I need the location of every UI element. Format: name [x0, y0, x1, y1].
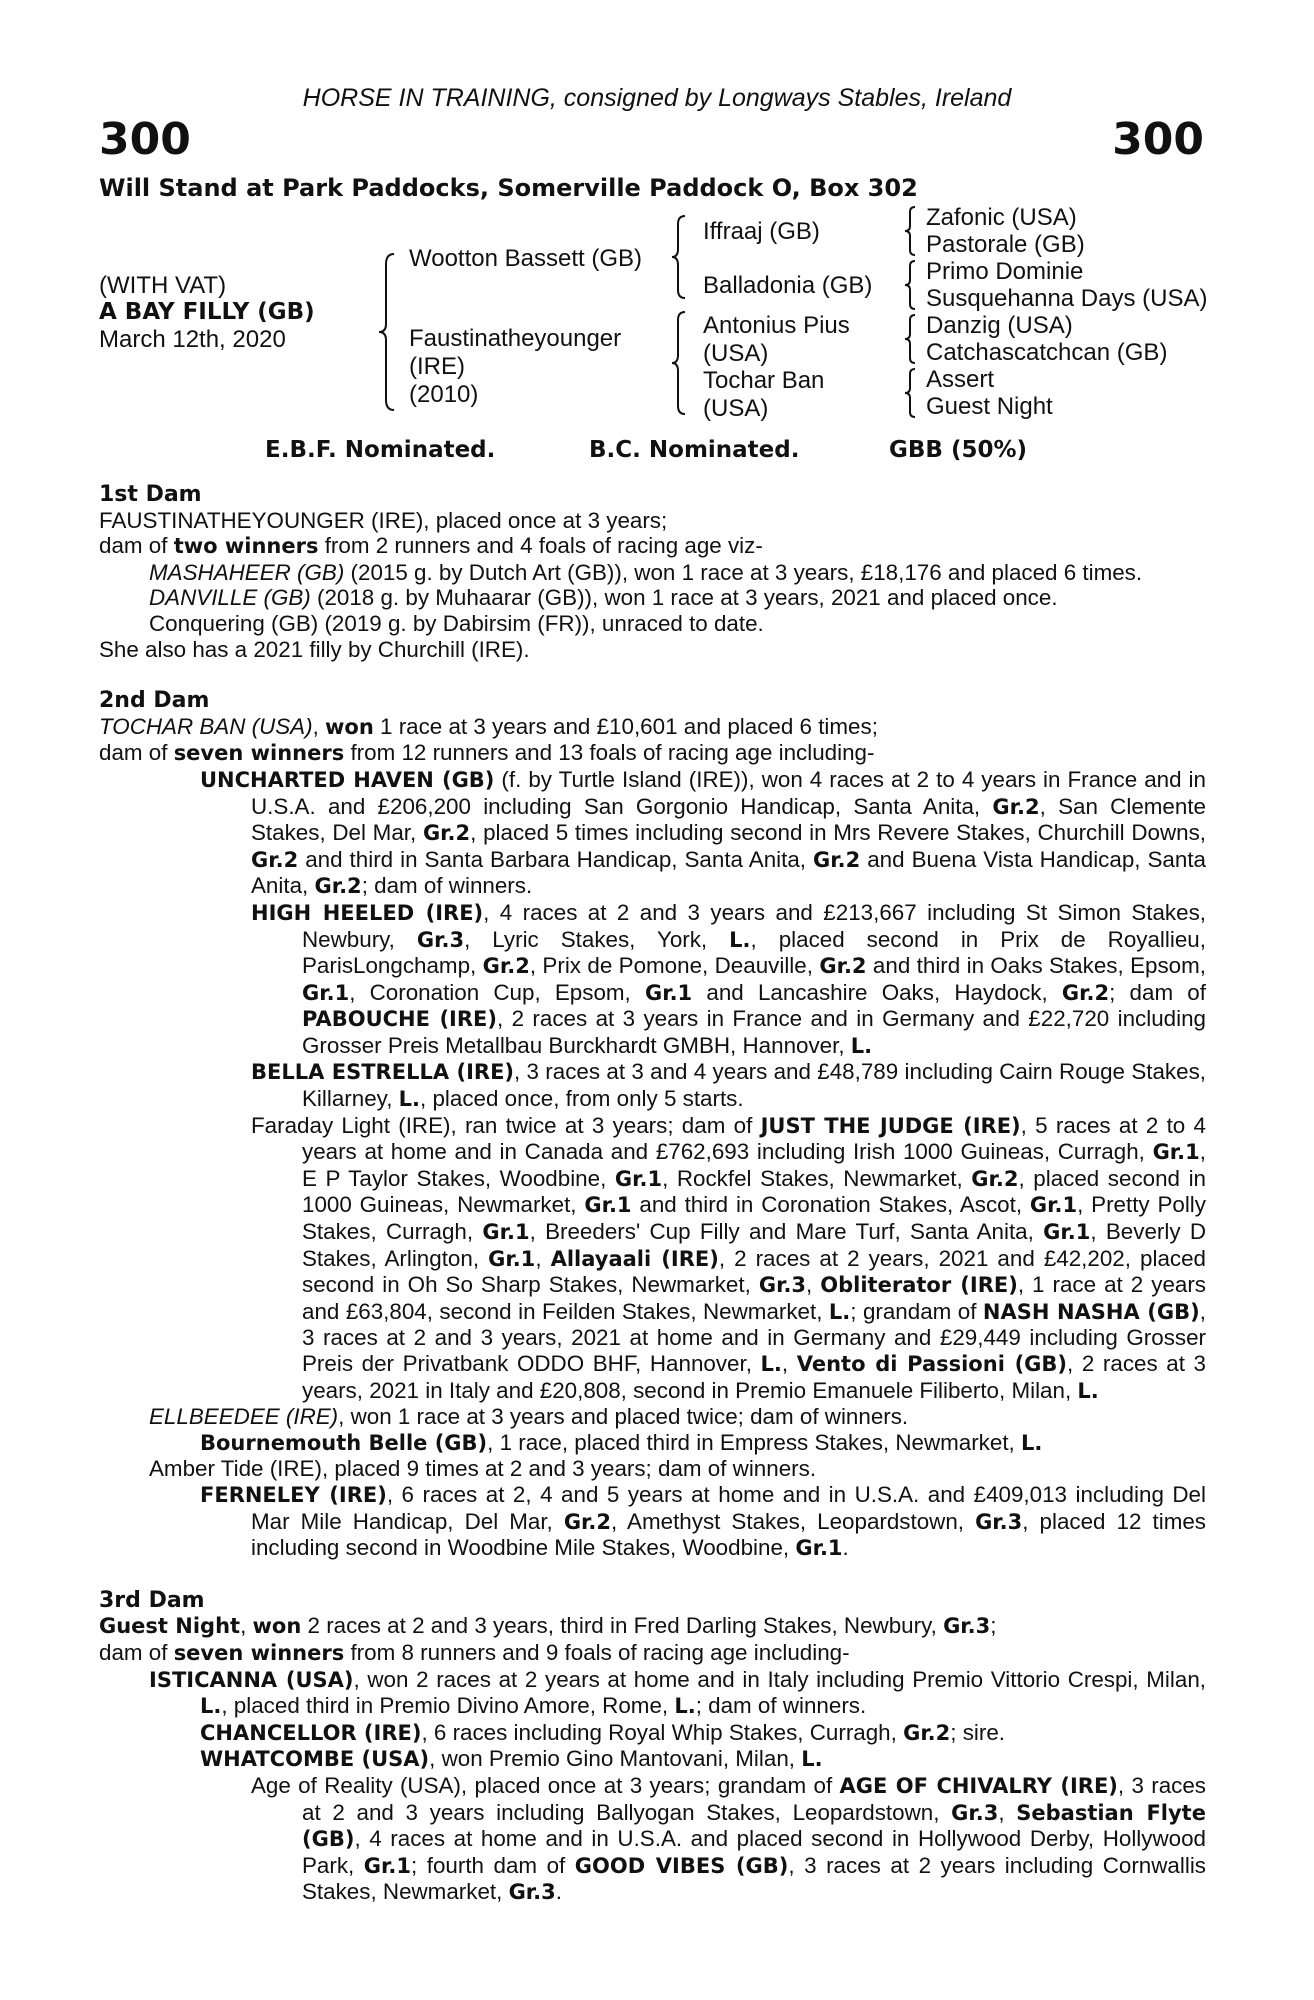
pedigree-brace-sire [669, 214, 691, 300]
dam-name-line1: Faustinatheyounger [409, 325, 622, 352]
pedigree-brace-dd [902, 367, 920, 419]
dam-name-line3: (2010) [409, 381, 479, 408]
dam-dam-line2: (USA) [703, 395, 769, 422]
foaling-date: March 12th, 2020 [99, 326, 286, 353]
entry-chancellor: CHANCELLOR (IRE), 6 races including Royal Whip Stakes, Curragh, Gr.2; sire. [200, 1719, 1006, 1745]
entry-uncharted-haven: UNCHARTED HAVEN (GB) (f. by Turtle Island (IRE)), won 4 races at 2 to 4 years in France and in U.S.A. and £206,200 including San Gorgonio Handicap, Santa Anita, Gr.2, San Clemente Stakes, Del Mar, Gr.2, placed 5 times including second in Mrs Revere Stakes, Churchill Downs, Gr.2 and third in Santa Barbara Handicap, Santa Anita, Gr.2 and Buena Vista Handicap, Santa Anita, Gr.2; dam of winners. [200, 766, 1206, 899]
sire-sire: Iffraaj (GB) [703, 218, 820, 245]
first-dam-produce-summary: dam of two winners from 2 runners and 4 foals of racing age viz- [99, 533, 763, 559]
first-dam-line: FAUSTINATHEYOUNGER (IRE), placed once at 3 years; [99, 507, 668, 533]
catalogue-body [99, 482, 1206, 1906]
dam-name-line2: (IRE) [409, 353, 465, 380]
second-dam-heading: 2nd Dam [99, 688, 210, 714]
pedigree-brace-sd [902, 259, 920, 311]
entry-bella-estrella: BELLA ESTRELLA (IRE), 3 races at 3 and 4 years and £48,789 including Cairn Rouge Stakes, Killarney, L., placed once, from only 5 starts. [251, 1059, 1206, 1112]
bc-nomination: B.C. Nominated. [589, 437, 800, 463]
third-dam-produce-summary: dam of seven winners from 8 runners and 9 foals of racing age including- [99, 1639, 850, 1665]
sire-name: Wootton Bassett (GB) [409, 245, 642, 272]
entry-amber-tide: Amber Tide (IRE), placed 9 times at 2 and 3 years; dam of winners. [149, 1456, 817, 1482]
produce-2021-filly: She also has a 2021 filly by Churchill (IRE). [99, 636, 530, 662]
ancestor-sss: Zafonic (USA) [926, 204, 1077, 231]
entry-ferneley: FERNELEY (IRE), 6 races at 2, 4 and 5 years at home and in U.S.A. and £409,013 including Del Mar Mile Handicap, Del Mar, Gr.2, Amethyst Stakes, Leopardstown, Gr.3, placed 12 times including second in Woodbine Mile Stakes, Woodbine, Gr.1. [200, 1481, 1207, 1561]
entry-age-of-reality: Age of Reality (USA), placed once at 3 years; grandam of AGE OF CHIVALRY (IRE), 3 races at 2 and 3 years including Ballyogan Stakes, Leopardstown, Gr.3, Sebastian Flyte (GB), 4 races at home and in U.S.A. and placed second in Hollywood Derby, Hollywood Park, Gr.1; fourth dam of GOOD VIBES (GB), 3 races at 2 years including Cornwallis Stakes, Newmarket, Gr.3. [251, 1772, 1206, 1905]
vat-label: (WITH VAT) [99, 272, 227, 299]
sire-dam: Balladonia (GB) [703, 272, 873, 299]
ancestor-dds: Assert [926, 366, 995, 393]
horse-name: A BAY FILLY (GB) [99, 299, 315, 325]
ancestor-dss: Danzig (USA) [926, 312, 1073, 339]
second-dam-produce-summary: dam of seven winners from 12 runners and 13 foals of racing age including- [99, 740, 875, 766]
first-dam-heading: 1st Dam [99, 482, 202, 507]
stand-location: Will Stand at Park Paddocks, Somerville Paddock O, Box 302 [99, 174, 918, 202]
page-header: HORSE IN TRAINING, consigned by Longways Stables, Ireland [302, 84, 1012, 112]
entry-isticanna: ISTICANNA (USA), won 2 races at 2 years at home and in Italy including Premio Vittorio Crespi, Milan, L., placed third in Premio Divino Amore, Rome, L.; dam of winners. [149, 1666, 1206, 1719]
produce-conquering: Conquering (GB) (2019 g. by Dabirsim (FR)), unraced to date. [149, 610, 764, 636]
third-dam-line: Guest Night, won 2 races at 2 and 3 years, third in Fred Darling Stakes, Newbury, Gr.3; [99, 1613, 997, 1639]
dam-dam-line1: Tochar Ban [703, 367, 825, 394]
dam-sire-line1: Antonius Pius [703, 312, 850, 339]
entry-faraday-light: Faraday Light (IRE), ran twice at 3 years; dam of JUST THE JUDGE (IRE), 5 races at 2 to 4 years at home and in Canada and £762,693 including Irish 1000 Guineas, Curragh, Gr.1, E P Taylor Stakes, Woodbine, Gr.1, Rockfel Stakes, Newmarket, Gr.2, placed second in 1000 Guineas, Newmarket, Gr.1 and third in Coronation Stakes, Ascot, Gr.1, Pretty Polly Stakes, Curragh, Gr.1, Breeders' Cup Filly and Mare Turf, Santa Anita, Gr.1, Beverly D Stakes, Arlington, Gr.1, Allayaali (IRE), 2 races at 2 years, 2021 and £42,202, placed second in Oh So Sharp Stakes, Newmarket, Gr.3, Obliterator (IRE), 1 race at 2 years and £63,804, second in Feilden Stakes, Newmarket, L.; grandam of NASH NASHA (GB), 3 races at 2 and 3 years, 2021 at home and in Germany and £29,449 including Grosser Preis der Privatbank ODDO BHF, Hannover, L., Vento di Passioni (GB), 2 races at 3 years, 2021 in Italy and £20,808, second in Premio Emanuele Filiberto, Milan, L. [251, 1112, 1206, 1403]
dam-sire-line2: (USA) [703, 340, 769, 367]
pedigree-brace-main [376, 252, 400, 412]
produce-mashaheer: MASHAHEER (GB) (2015 g. by Dutch Art (GB)), won 1 race at 3 years, £18,176 and placed 6 times. [149, 559, 1143, 585]
ancestor-dsd: Catchascatchcan (GB) [926, 339, 1168, 366]
entry-bournemouth-belle: Bournemouth Belle (GB), 1 race, placed third in Empress Stakes, Newmarket, L. [200, 1429, 1043, 1455]
pedigree-brace-dam [669, 310, 691, 416]
third-dam-heading: 3rd Dam [99, 1587, 205, 1613]
produce-danville: DANVILLE (GB) (2018 g. by Muhaarar (GB)), won 1 race at 3 years, 2021 and placed once. [149, 585, 1058, 611]
pedigree-brace-ds [902, 313, 920, 365]
ancestor-ddd: Guest Night [926, 393, 1053, 420]
entry-ellbeedee: ELLBEEDEE (IRE), won 1 race at 3 years and placed twice; dam of winners. [149, 1404, 909, 1430]
lot-number-left: 300 [99, 114, 191, 165]
entry-whatcombe: WHATCOMBE (USA), won Premio Gino Mantovani, Milan, L. [200, 1746, 823, 1772]
ancestor-ssd: Pastorale (GB) [926, 231, 1085, 258]
lot-number-right: 300 [1112, 114, 1204, 165]
ancestor-sds: Primo Dominie [926, 258, 1084, 285]
second-dam-line: TOCHAR BAN (USA), won 1 race at 3 years and £10,601 and placed 6 times; [99, 713, 878, 739]
pedigree-brace-ss [902, 205, 920, 257]
ancestor-sdd: Susquehanna Days (USA) [926, 285, 1208, 312]
ebf-nomination: E.B.F. Nominated. [265, 437, 496, 463]
gbb-status: GBB (50%) [889, 437, 1028, 463]
entry-high-heeled: HIGH HEELED (IRE), 4 races at 2 and 3 years and £213,667 including St Simon Stakes, Newbury, Gr.3, Lyric Stakes, York, L., placed second in Prix de Royallieu, ParisLongchamp, Gr.2, Prix de Pomone, Deauville, Gr.2 and third in Oaks Stakes, Epsom, Gr.1, Coronation Cup, Epsom, Gr.1 and Lancashire Oaks, Haydock, Gr.2; dam of PABOUCHE (IRE), 2 races at 3 years in France and in Germany and £22,720 including Grosser Preis Metallbau Burckhardt GMBH, Hannover, L. [251, 899, 1207, 1058]
